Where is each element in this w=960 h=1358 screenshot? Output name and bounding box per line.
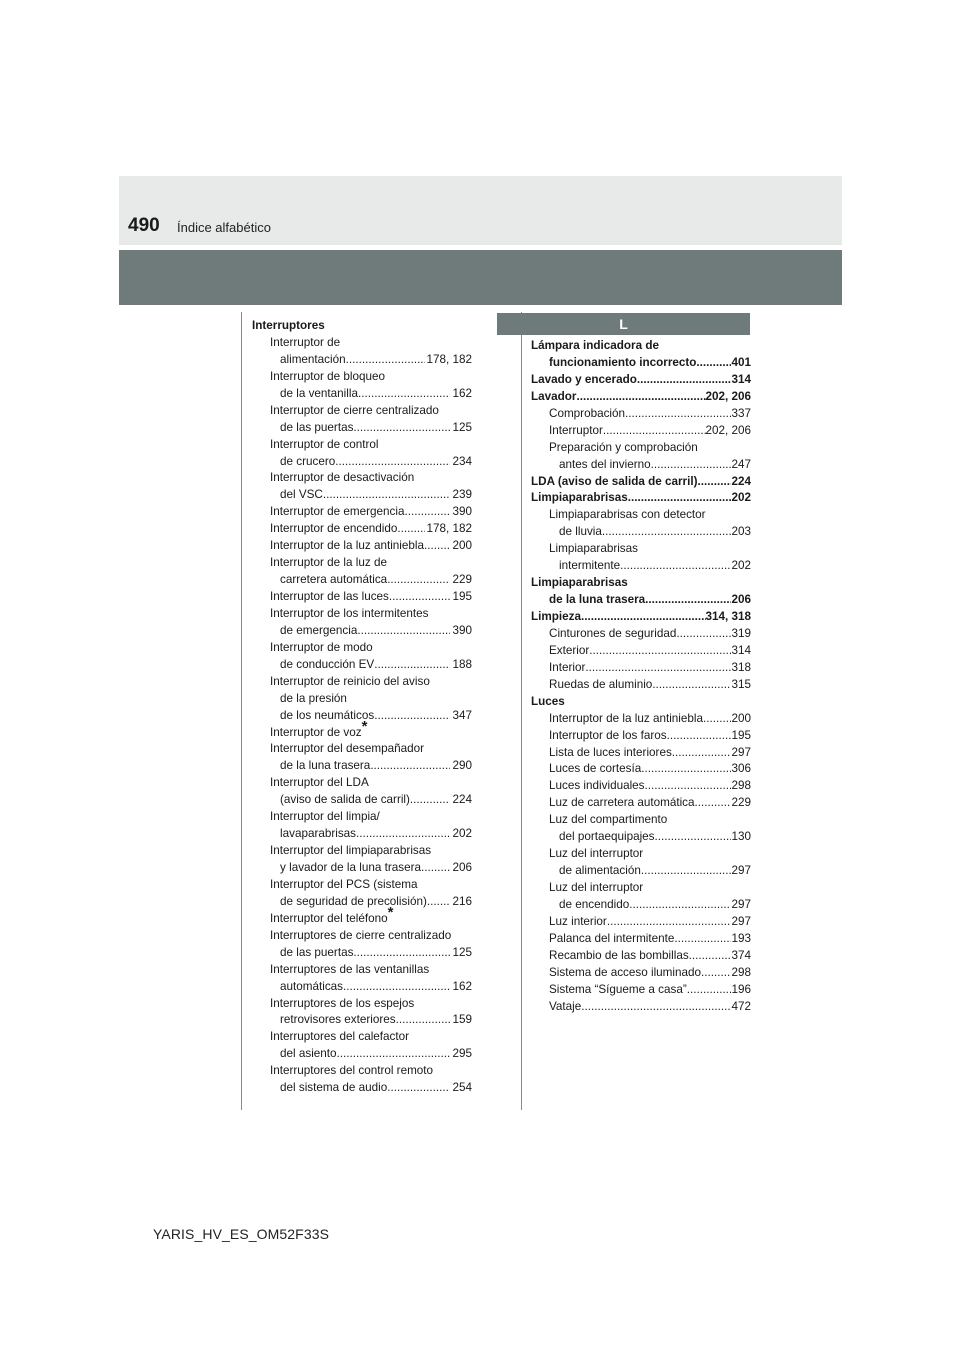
entry-text: Interior xyxy=(549,660,586,674)
dot-leader xyxy=(323,487,451,504)
entry-text: Sistema de acceso iluminado xyxy=(549,965,702,979)
index-column-right xyxy=(531,338,751,1016)
dot-leader xyxy=(335,454,450,471)
index-entry xyxy=(252,437,472,454)
entry-page: 298 xyxy=(731,779,751,793)
dot-leader xyxy=(358,386,451,403)
entry-text: Limpieza xyxy=(531,610,582,623)
entry-text: alimentación xyxy=(280,352,346,366)
entry-text: Vataje xyxy=(549,999,582,1013)
dot-leader xyxy=(370,758,450,775)
index-entry xyxy=(252,504,472,521)
entry-page: 178, 182 xyxy=(426,352,472,366)
index-entry xyxy=(252,717,472,742)
dot-leader xyxy=(641,761,731,778)
entry-text: Interruptores de cierre centralizado xyxy=(270,928,452,942)
entry-text: intermitente xyxy=(559,559,621,573)
entry-text: del sistema de audio xyxy=(280,1081,388,1095)
entry-text: de la presión xyxy=(280,691,347,705)
index-entry xyxy=(531,778,751,795)
entry-text: de encendido xyxy=(559,897,630,911)
entry-text: Interruptores de los espejos xyxy=(270,996,415,1010)
dot-leader xyxy=(343,979,450,996)
index-entry xyxy=(531,694,751,711)
entry-text: Interruptor de la luz antiniebla xyxy=(270,539,424,553)
entry-page: 203 xyxy=(731,525,751,539)
entry-text: Limpiaparabrisas con detector xyxy=(549,508,706,522)
dot-leader xyxy=(404,504,450,521)
entry-text: Luz del interruptor xyxy=(549,847,644,861)
index-entry xyxy=(531,592,751,609)
dot-leader xyxy=(689,948,732,965)
dot-leader xyxy=(676,626,731,643)
entry-text: lavaparabrisas xyxy=(280,827,357,841)
dot-leader xyxy=(695,795,732,812)
entry-page: 297 xyxy=(731,864,751,878)
entry-text: Limpiaparabrisas xyxy=(531,576,628,590)
entry-page: 195 xyxy=(452,590,472,603)
dot-leader xyxy=(641,863,732,880)
header-band xyxy=(119,250,842,305)
entry-text: Interruptor de xyxy=(270,335,341,349)
entry-text: Interruptor del desempañador xyxy=(270,742,424,756)
dot-leader xyxy=(589,643,731,660)
dot-leader xyxy=(645,592,731,609)
entry-text: Limpiaparabrisas xyxy=(531,491,628,505)
entry-page: 337 xyxy=(731,406,751,420)
entry-page: 314 xyxy=(731,643,751,657)
entry-page: 130 xyxy=(731,830,751,844)
dot-leader xyxy=(629,897,731,914)
dot-leader xyxy=(603,423,706,440)
index-entry xyxy=(252,979,472,996)
index-entry xyxy=(531,524,751,541)
entry-text: Lista de luces interiores xyxy=(549,745,672,759)
dot-leader xyxy=(585,660,731,677)
index-entry xyxy=(252,792,472,809)
entry-page: 200 xyxy=(731,711,751,725)
entry-text: del VSC xyxy=(280,488,323,502)
dot-leader xyxy=(687,982,732,999)
index-entry xyxy=(252,674,472,691)
dot-leader xyxy=(703,711,732,728)
entry-text: Interruptor de emergencia xyxy=(270,505,405,519)
dot-leader xyxy=(357,623,450,640)
entry-page: 224 xyxy=(452,793,472,807)
entry-text: Interruptor del teléfono xyxy=(270,911,388,925)
index-entry xyxy=(531,558,751,575)
index-entry xyxy=(531,406,751,423)
entry-page: 247 xyxy=(731,457,751,471)
entry-text: Interruptor de cierre centralizado xyxy=(270,403,439,417)
dot-leader xyxy=(698,474,732,491)
entry-text: Interruptor de la luz de xyxy=(270,556,387,570)
entry-page: 216 xyxy=(452,894,472,908)
index-entry xyxy=(531,948,751,965)
index-entry xyxy=(531,812,751,829)
index-entry xyxy=(252,487,472,504)
entry-text: Interruptor del LDA xyxy=(270,776,369,790)
index-entry xyxy=(252,928,472,945)
entry-text: Interruptores de las ventanillas xyxy=(270,962,430,976)
index-entry xyxy=(252,369,472,386)
index-entry xyxy=(252,386,472,403)
entry-text: de las puertas xyxy=(280,420,354,434)
entry-page: 188 xyxy=(452,657,472,671)
index-entry xyxy=(531,914,751,931)
index-entry xyxy=(531,846,751,863)
index-entry xyxy=(252,470,472,487)
index-entry xyxy=(252,826,472,843)
entry-text: Interruptor de reinicio del aviso xyxy=(270,674,430,688)
page-number: 490 xyxy=(128,215,160,236)
entry-text: Interruptor de la luz antiniebla xyxy=(549,711,703,725)
index-entry xyxy=(252,903,472,928)
index-entry xyxy=(531,338,751,355)
entry-text: Comprobación xyxy=(549,406,626,420)
entry-text: Lavado y encerado xyxy=(531,372,637,386)
entry-page: 306 xyxy=(731,762,751,776)
entry-page: 374 xyxy=(731,948,751,962)
entry-text: Luces individuales xyxy=(549,779,645,793)
index-entry xyxy=(531,457,751,474)
index-entry xyxy=(252,335,472,352)
index-entry xyxy=(531,474,751,491)
index-entry xyxy=(531,575,751,592)
dot-leader xyxy=(576,389,705,406)
index-entry xyxy=(252,403,472,420)
index-entry xyxy=(531,931,751,948)
entry-text: Interruptor xyxy=(549,423,603,437)
entry-text: Recambio de las bombillas xyxy=(549,948,689,962)
dot-leader xyxy=(696,355,731,372)
entry-page: 206 xyxy=(731,593,751,607)
entry-text: Interruptor de control xyxy=(270,437,379,451)
index-entry xyxy=(252,1012,472,1029)
index-entry xyxy=(531,609,751,626)
dot-leader xyxy=(424,538,451,555)
column-divider-middle xyxy=(521,312,522,1110)
entry-text: antes del invierno xyxy=(559,457,651,471)
dot-leader xyxy=(628,490,732,507)
entry-page: 290 xyxy=(452,759,472,773)
index-entry xyxy=(531,507,751,524)
dot-leader xyxy=(337,1046,451,1063)
index-entry xyxy=(252,1046,472,1063)
entry-text: Interruptores del control remoto xyxy=(270,1064,434,1078)
footnote-star: * xyxy=(361,717,368,735)
index-entry xyxy=(252,843,472,860)
index-entry xyxy=(252,623,472,640)
index-entry xyxy=(252,894,472,911)
entry-text: Lavador xyxy=(531,389,577,403)
entry-page: 239 xyxy=(452,488,472,502)
index-entry xyxy=(531,660,751,677)
entry-page: 315 xyxy=(731,677,751,691)
dot-leader xyxy=(674,931,731,948)
entry-text: de seguridad de precolisión) xyxy=(280,894,427,908)
dot-leader xyxy=(581,999,731,1016)
index-entry xyxy=(531,372,751,389)
index-entry xyxy=(252,945,472,962)
index-entry xyxy=(531,440,751,457)
index-entry xyxy=(252,589,472,606)
entry-text: Exterior xyxy=(549,643,590,657)
entry-page: 295 xyxy=(452,1047,472,1061)
index-entry xyxy=(531,897,751,914)
dot-leader xyxy=(389,589,451,606)
entry-text: de la luna trasera xyxy=(549,593,646,607)
entry-page: 162 xyxy=(452,386,472,400)
entry-text: Sistema “Sígueme a casa” xyxy=(549,982,687,996)
entry-text: de alimentación xyxy=(559,864,641,878)
index-entry xyxy=(252,657,472,674)
index-entry xyxy=(531,795,751,812)
entry-text: Interruptor de las luces xyxy=(270,590,389,603)
entry-text: Interruptores xyxy=(252,319,325,332)
dot-leader xyxy=(353,420,450,437)
index-entry xyxy=(252,318,472,335)
entry-text: Interruptor del limpiaparabrisas xyxy=(270,844,432,858)
index-entry xyxy=(531,423,751,440)
entry-page: 229 xyxy=(452,573,472,587)
dot-leader xyxy=(645,778,732,795)
dot-leader xyxy=(387,572,450,589)
index-entry xyxy=(531,355,751,372)
index-entry xyxy=(252,1063,472,1080)
entry-page: 195 xyxy=(731,728,751,742)
entry-page: 314, 318 xyxy=(705,610,751,623)
entry-page: 318 xyxy=(731,660,751,674)
letter-tab: L xyxy=(497,313,750,335)
entry-text: de lluvia xyxy=(559,525,602,539)
index-entry xyxy=(252,758,472,775)
entry-page: 178, 182 xyxy=(426,522,472,536)
index-entry xyxy=(531,728,751,745)
index-entry xyxy=(531,999,751,1016)
dot-leader xyxy=(637,372,732,389)
index-entry xyxy=(252,420,472,437)
index-entry xyxy=(531,643,751,660)
index-entry xyxy=(531,389,751,406)
entry-text: de la ventanilla xyxy=(280,386,358,400)
dot-leader xyxy=(607,914,732,931)
entry-text: funcionamiento incorrecto xyxy=(549,355,697,369)
index-entry xyxy=(531,761,751,778)
entry-page: 202, 206 xyxy=(705,389,751,403)
entry-text: del portaequipajes xyxy=(559,830,655,844)
entry-text: Interruptor de bloqueo xyxy=(270,369,386,383)
entry-page: 297 xyxy=(731,914,751,928)
index-entry xyxy=(252,741,472,758)
index-entry xyxy=(252,996,472,1013)
entry-text: Interruptor del limpia/ xyxy=(270,810,380,824)
index-entry xyxy=(531,863,751,880)
entry-text: Interruptor de encendido xyxy=(270,522,398,536)
dot-leader xyxy=(374,657,450,674)
index-entry xyxy=(252,454,472,471)
entry-page: 390 xyxy=(452,505,472,519)
dot-leader xyxy=(672,745,732,762)
dot-leader xyxy=(667,728,732,745)
entry-page: 202, 206 xyxy=(705,423,751,437)
index-entry xyxy=(252,572,472,589)
entry-text: retrovisores exteriores xyxy=(280,1013,396,1027)
dot-leader xyxy=(397,521,424,538)
entry-page: 162 xyxy=(452,979,472,993)
index-entry xyxy=(252,521,472,538)
entry-page: 314 xyxy=(731,372,751,386)
entry-text: Interruptor de voz xyxy=(270,725,362,739)
index-entry xyxy=(252,691,472,708)
entry-text: del asiento xyxy=(280,1047,337,1061)
entry-page: 193 xyxy=(731,931,751,945)
index-entry xyxy=(531,541,751,558)
entry-text: Interruptor de los faros xyxy=(549,728,667,742)
entry-page: 390 xyxy=(452,623,472,637)
index-entry xyxy=(252,555,472,572)
entry-page: 347 xyxy=(452,708,472,722)
index-entry xyxy=(252,606,472,623)
entry-text: de los neumáticos xyxy=(280,708,375,722)
dot-leader xyxy=(655,829,732,846)
column-divider-left xyxy=(241,312,242,1110)
dot-leader xyxy=(421,860,451,877)
index-entry xyxy=(252,775,472,792)
dot-leader xyxy=(625,406,731,423)
dot-leader xyxy=(396,1012,451,1029)
dot-leader xyxy=(602,524,732,541)
footnote-star: * xyxy=(387,903,394,921)
dot-leader xyxy=(701,965,731,982)
entry-page: 298 xyxy=(731,965,751,979)
section-title: Índice alfabético xyxy=(177,220,271,235)
index-entry xyxy=(252,1029,472,1046)
entry-text: Interruptor del PCS (sistema xyxy=(270,877,418,891)
entry-page: 319 xyxy=(731,626,751,640)
entry-page: 125 xyxy=(452,945,472,959)
dot-leader xyxy=(651,457,732,474)
entry-page: 224 xyxy=(731,474,751,488)
dot-leader xyxy=(387,1080,450,1097)
entry-page: 159 xyxy=(452,1013,472,1027)
index-column-left xyxy=(252,318,472,1097)
entry-page: 125 xyxy=(452,420,472,434)
entry-text: Palanca del intermitente xyxy=(549,931,675,945)
entry-page: 200 xyxy=(452,539,472,553)
index-entry xyxy=(531,982,751,999)
index-entry xyxy=(531,490,751,507)
index-entry xyxy=(252,962,472,979)
index-entry xyxy=(531,829,751,846)
index-entry xyxy=(531,745,751,762)
dot-leader xyxy=(356,826,450,843)
entry-page: 202 xyxy=(731,559,751,573)
dot-leader xyxy=(353,945,450,962)
entry-text: de la luna trasera xyxy=(280,759,371,773)
entry-page: 206 xyxy=(452,861,472,874)
entry-page: 202 xyxy=(731,491,751,505)
dot-leader xyxy=(346,352,425,369)
index-entry xyxy=(252,352,472,369)
entry-text: Luz del compartimento xyxy=(549,813,668,827)
dot-leader xyxy=(427,894,451,911)
entry-text: Luz de carretera automática xyxy=(549,796,695,810)
dot-leader xyxy=(620,558,731,575)
entry-page: 297 xyxy=(731,897,751,911)
entry-text: de crucero xyxy=(280,454,336,468)
entry-page: 472 xyxy=(731,999,751,1013)
entry-page: 297 xyxy=(731,745,751,759)
index-entry xyxy=(531,711,751,728)
entry-text: Ruedas de aluminio xyxy=(549,677,653,691)
entry-page: 202 xyxy=(452,827,472,841)
entry-text: Interruptores del calefactor xyxy=(270,1030,410,1044)
entry-text: Limpiaparabrisas xyxy=(549,542,638,556)
index-entry xyxy=(531,965,751,982)
entry-page: 401 xyxy=(731,355,751,369)
entry-text: (aviso de salida de carril) xyxy=(280,793,410,807)
dot-leader xyxy=(374,708,450,725)
entry-text: automáticas xyxy=(280,979,344,993)
entry-text: de conducción EV xyxy=(280,657,375,671)
entry-text: Luz interior xyxy=(549,914,607,928)
index-entry xyxy=(531,626,751,643)
index-entry xyxy=(252,538,472,555)
index-entry xyxy=(252,640,472,657)
entry-text: Interruptor de desactivación xyxy=(270,471,415,485)
index-entry xyxy=(531,677,751,694)
document-code: YARIS_HV_ES_OM52F33S xyxy=(153,1226,330,1242)
entry-text: Interruptor de modo xyxy=(270,640,373,654)
entry-page: 229 xyxy=(731,796,751,810)
entry-text: Cinturones de seguridad xyxy=(549,626,677,640)
entry-page: 254 xyxy=(452,1081,472,1095)
entry-text: Lámpara indicadora de xyxy=(531,339,659,352)
entry-page: 196 xyxy=(731,982,751,996)
entry-text: Interruptor de los intermitentes xyxy=(270,606,429,620)
dot-leader xyxy=(652,677,731,694)
entry-text: Luz del interruptor xyxy=(549,881,644,894)
dot-leader xyxy=(410,792,451,809)
entry-text: Preparación y comprobación xyxy=(549,440,698,454)
entry-text: y lavador de la luna trasera xyxy=(280,861,421,874)
entry-text: Luces de cortesía xyxy=(549,762,642,776)
entry-page: 234 xyxy=(452,454,472,468)
entry-text: LDA (aviso de salida de carril) xyxy=(531,474,698,488)
entry-text: de emergencia xyxy=(280,623,358,637)
entry-text: carretera automática xyxy=(280,573,388,587)
index-entry xyxy=(252,809,472,826)
index-entry xyxy=(531,880,751,897)
entry-text: Luces xyxy=(531,694,565,708)
entry-text: de las puertas xyxy=(280,945,354,959)
dot-leader xyxy=(581,609,705,626)
index-entry xyxy=(252,877,472,894)
index-entry xyxy=(252,860,472,877)
index-entry xyxy=(252,1080,472,1097)
